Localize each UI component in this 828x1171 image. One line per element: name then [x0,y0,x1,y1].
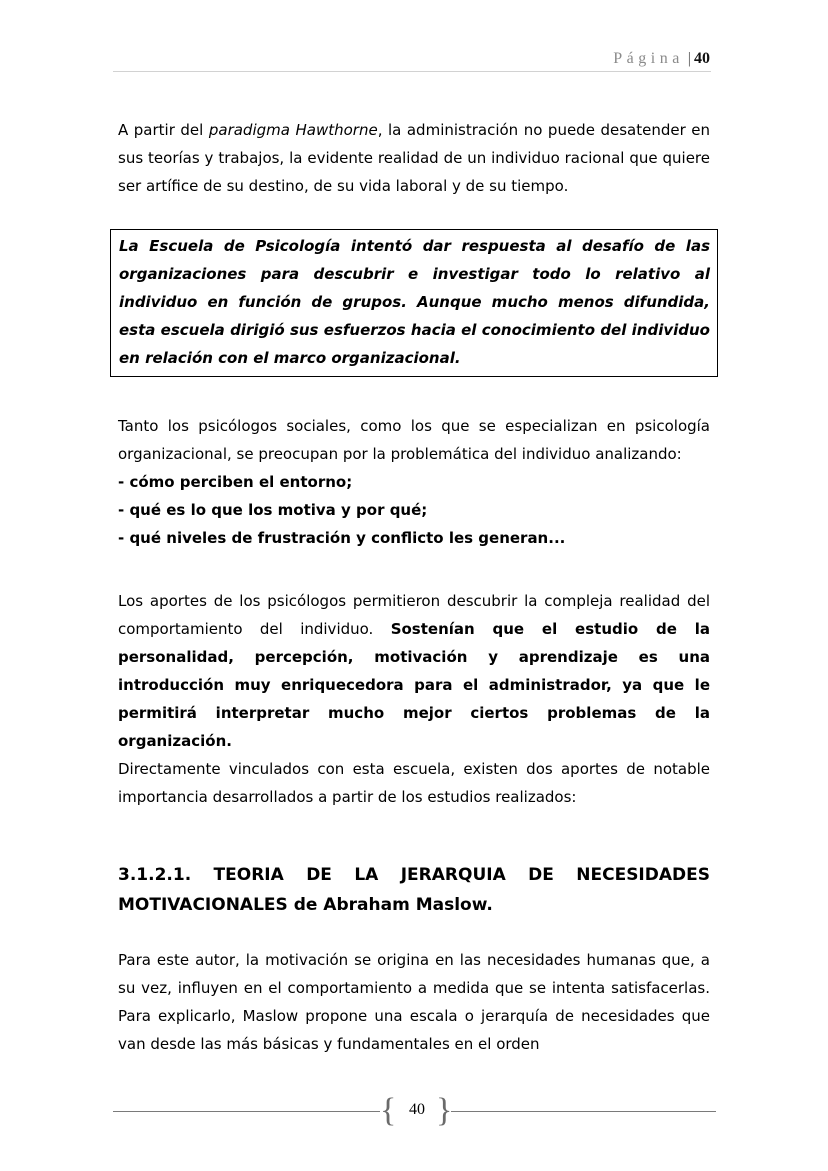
intro-paragraph [118,116,710,200]
aportes-paragraph [118,587,710,755]
footer-open-brace-icon: { [380,1092,397,1129]
intro-text-start: A partir del [118,121,209,139]
psych-paragraph: Tanto los psicólogos sociales, como los que se especializan en psicología organizacional, se preocupan por la problemática del individuo analizando: [118,417,710,463]
footer-rule-left [113,1111,380,1112]
directamente-paragraph: Directamente vinculados con esta escuela, existen dos aportes de notable importancia desarrollados a partir de los estudios realizados: [118,760,710,806]
footer-rule-right [451,1111,716,1112]
list-item: - qué es lo que los motiva y por qué; [118,501,428,519]
aportes-bold-text: Sostenían que el estudio de la personalidad, percepción, motivación y aprendizaje es una introducción muy enriquecedora para el administrador, ya que le permitirá interpretar mucho mejor ciertos problemas de la organización. [118,620,711,750]
intro-text-end: , la administración no puede desatender en sus teorías y trabajos, la evidente realidad de un individuo racional que quiere ser artífice de su destino, de su vida laboral y de su tiempo. [118,121,710,195]
header-label: Página [613,50,684,67]
maslow-paragraph: Para este autor, la motivación se origina en las necesidades humanas que, a su vez, influyen en el comportamiento a medida que se intenta satisfacerlas. Para explicarlo, Maslow propone una escala o jerarquía de necesidades que van desde las más básicas y fundamentales en el orden [118,951,710,1053]
aportes-text: Los aportes de los psicólogos permitieron descubrir la compleja realidad del comportamiento del individuo. [118,592,710,638]
list-item: - qué niveles de frustración y conflicto les generan... [118,529,566,547]
list-item: - cómo perciben el entorno; [118,473,353,491]
header-page-number: 40 [694,50,710,67]
intro-italic-term: paradigma Hawthorne [208,121,378,139]
page-header [613,50,710,68]
footer-close-brace-icon: } [436,1092,453,1129]
page-body [118,116,710,1058]
header-separator: | [687,50,691,67]
footer-page-number: 40 [409,1101,425,1118]
highlight-box: La Escuela de Psicología intentó dar respuesta al desafío de las organizaciones para descubrir e investigar todo lo relativo al individuo en función de grupos. Aunque mucho menos difundida, esta escuela dirigió sus esfuerzos hacia el conocimiento del individuo en relación con el marco organizacional. [110,229,718,377]
section-heading: 3.1.2.1. TEORIA DE LA JERARQUIA DE NECESIDADES MOTIVACIONALES de Abraham Maslow. [118,865,710,915]
header-rule [113,71,711,72]
